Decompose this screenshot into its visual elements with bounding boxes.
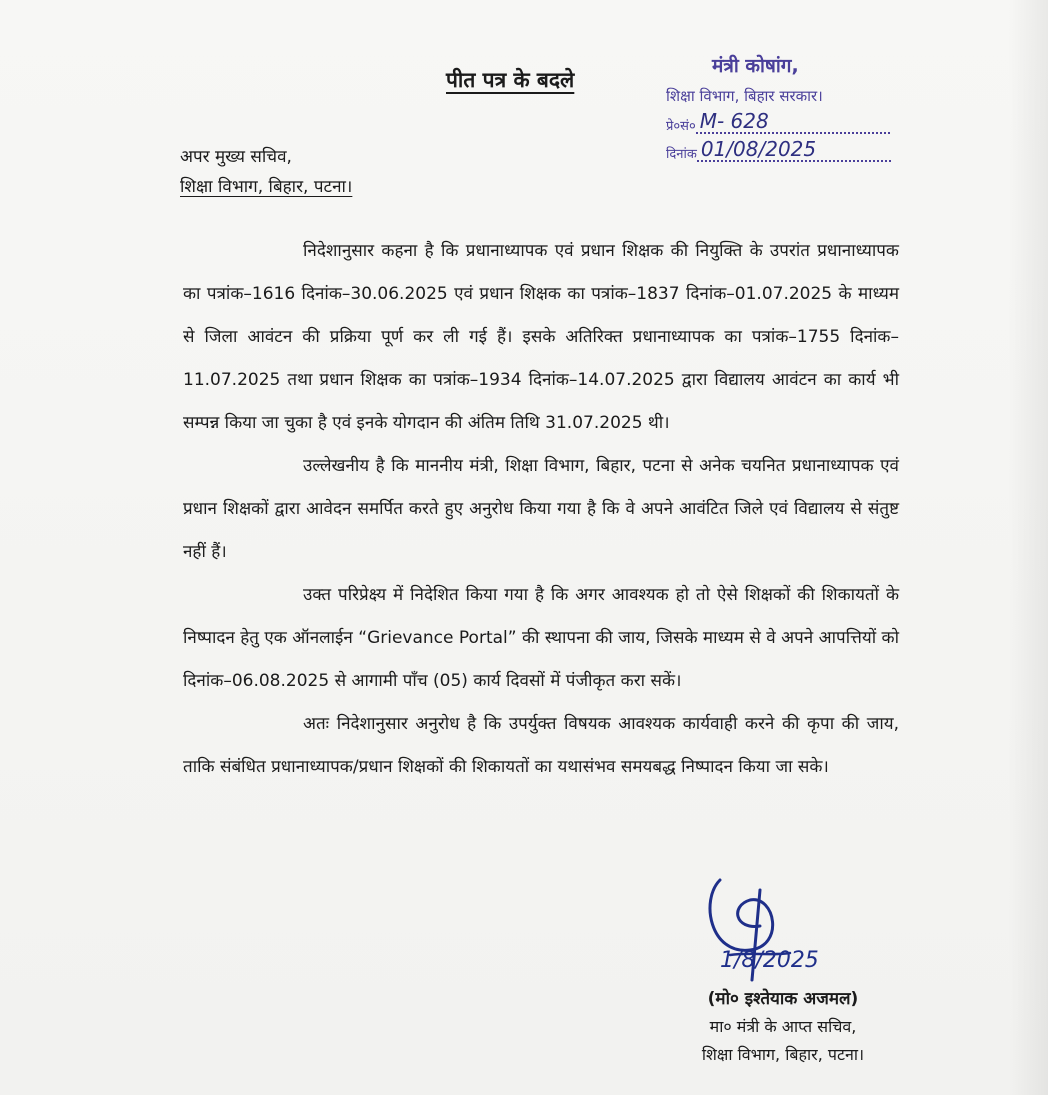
stamp-date-row xyxy=(666,138,926,162)
signer-name: (मो० इश्तेयाक अजमल) xyxy=(707,989,859,1009)
page-edge-shadow xyxy=(1008,0,1048,1095)
paragraph-3: उक्त परिप्रेक्ष्य में निदेशित किया गया है कि अगर आवश्यक हो तो ऐसे शिक्षकों की शिकायतों के निष्पादन हेतु एक ऑनलाईन “Grievance Portal” की स्थापना की जाय, जिसके माध्यम से वे अपने आपत्तियों को दिनांक–06.08.2025 से आगामी पाँच (05) कार्य दिवसों में पंजीकृत करा सकें। xyxy=(183,585,899,691)
signer-block xyxy=(668,985,898,1069)
ministry-stamp xyxy=(666,52,926,162)
paragraph-2: उल्लेखनीय है कि माननीय मंत्री, शिक्षा विभाग, बिहार, पटना से अनेक चयनित प्रधानाध्यापक एवं प्रधान शिक्षकों द्वारा आवेदन समर्पित करते हुए अनुरोध किया गया है कि वे अपने आवंटित जिले एवं विद्यालय से संतुष्ट नहीं हैं। xyxy=(183,456,899,562)
paragraph-4: अतः निदेशानुसार अनुरोध है कि उपर्युक्त विषयक आवश्यक कार्यवाही करने की कृपा की जाय, ताकि संबंधित प्रधानाध्यापक/प्रधान शिक्षकों की शिकायतों का यथासंभव समयबद्ध निष्पादन किया जा सके। xyxy=(183,714,899,777)
addressee-title: अपर मुख्य सचिव, xyxy=(180,147,292,167)
signature-date: 1/8/2025 xyxy=(720,948,819,973)
stamp-department: शिक्षा विभाग, बिहार सरकार। xyxy=(666,87,823,105)
signer-department: शिक्षा विभाग, बिहार, पटना। xyxy=(701,1045,865,1064)
stamp-date-value: 01/08/2025 xyxy=(697,138,891,162)
stamp-ref-value: M- 628 xyxy=(696,110,890,134)
letter-heading: पीत पत्र के बदले xyxy=(446,68,575,92)
signer-designation: मा० मंत्री के आप्त सचिव, xyxy=(709,1017,857,1036)
stamp-ref-label: प्रे०सं० xyxy=(666,119,696,134)
stamp-ref-row xyxy=(666,110,926,134)
letter-body xyxy=(183,230,899,789)
paragraph-1: निदेशानुसार कहना है कि प्रधानाध्यापक एवं प्रधान शिक्षक की नियुक्ति के उपरांत प्रधानाध्यापक का पत्रांक–1616 दिनांक–30.06.2025 एवं प्रधान शिक्षक का पत्रांक–1837 दिनांक–01.07.2025 के माध्यम से जिला आवंटन की प्रक्रिया पूर्ण कर ली गई हैं। इसके अतिरिक्त प्रधानाध्यापक का पत्रांक–1755 दिनांक–11.07.2025 तथा प्रधान शिक्षक का पत्रांक–1934 दिनांक–14.07.2025 द्वारा विद्यालय आवंटन का कार्य भी सम्पन्न किया जा चुका है एवं इनके योगदान की अंतिम तिथि 31.07.2025 थी। xyxy=(183,241,899,433)
stamp-office: मंत्री कोषांग, xyxy=(712,55,799,77)
stamp-date-label: दिनांक xyxy=(666,147,697,162)
addressee-department: शिक्षा विभाग, बिहार, पटना। xyxy=(180,177,353,197)
addressee-block xyxy=(180,142,352,202)
